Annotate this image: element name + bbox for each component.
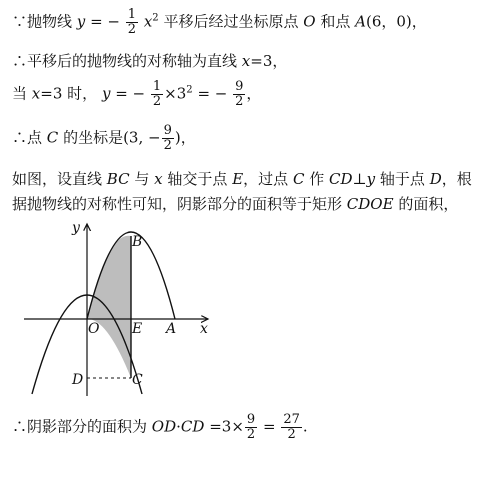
text: 轴交于点	[167, 170, 228, 188]
numerator: 27	[283, 412, 300, 427]
text: ×3	[164, 84, 187, 103]
segment-cd: CD	[180, 417, 205, 436]
text: =	[262, 417, 276, 436]
label-x: x	[200, 321, 208, 337]
var-y: y	[76, 12, 86, 31]
label-b: B	[132, 234, 143, 250]
point-c: C	[46, 128, 59, 147]
numerator: 9	[163, 123, 172, 138]
fraction	[126, 8, 138, 37]
var-y: y	[366, 170, 376, 188]
fraction	[151, 80, 163, 109]
shaded-region	[87, 236, 131, 378]
text: 和点	[320, 12, 351, 31]
fraction	[281, 413, 302, 442]
text: ∵抛物线	[12, 12, 73, 31]
var-y: y	[101, 84, 111, 103]
text: = −	[197, 84, 228, 103]
numerator: 9	[235, 79, 244, 94]
coord: (3, −	[123, 128, 161, 147]
segment-od: OD	[151, 417, 177, 436]
point-e: E	[232, 170, 244, 188]
text: =3，	[250, 52, 288, 70]
fraction	[233, 80, 245, 109]
rect-cdoe: CDOE	[346, 195, 394, 213]
line-3	[12, 80, 261, 109]
denominator: 2	[163, 138, 172, 153]
perp-symbol: ⊥	[352, 170, 367, 188]
fraction	[162, 124, 174, 153]
line-1	[12, 8, 427, 37]
exponent: 2	[152, 12, 159, 24]
denominator: 2	[127, 22, 137, 37]
line-6	[12, 193, 458, 214]
text: ，过点	[243, 170, 289, 188]
segment-cd: CD	[329, 170, 353, 188]
text: ，	[411, 12, 427, 31]
numerator: 1	[127, 7, 137, 22]
text: 的面积，	[398, 195, 459, 213]
text: =3 时，	[40, 84, 98, 103]
var-x: x	[31, 84, 41, 103]
label-e: E	[132, 321, 143, 337]
point-a: A	[355, 12, 366, 31]
point-c: C	[292, 170, 305, 188]
text: 当	[12, 84, 28, 103]
point-o: O	[303, 12, 316, 31]
text: 如图，设直线	[12, 170, 103, 188]
coord: (6，0)	[365, 12, 412, 31]
line-5	[12, 168, 472, 189]
text: )，	[174, 128, 196, 147]
label-y: y	[72, 220, 80, 236]
label-c: C	[132, 372, 143, 388]
text: ∴点	[12, 128, 43, 147]
text: 作	[309, 170, 325, 188]
text: 平移后经过坐标原点	[163, 12, 299, 31]
var-x: x	[154, 170, 163, 188]
numerator: 9	[246, 412, 256, 427]
text: 据抛物线的对称性可知，阴影部分的面积等于矩形	[12, 195, 343, 213]
fraction	[245, 413, 257, 442]
text: = −	[90, 12, 120, 31]
text: 与	[134, 170, 150, 188]
denominator: 2	[287, 427, 296, 442]
denominator: 2	[235, 94, 244, 109]
text: ∴阴影部分的面积为	[12, 417, 148, 436]
point-d: D	[429, 170, 442, 188]
var-x: x	[143, 12, 153, 31]
label-d: D	[72, 372, 84, 388]
text: ，根	[441, 170, 472, 188]
dot-symbol: ·	[176, 417, 181, 436]
numerator: 1	[152, 79, 162, 94]
text: = −	[115, 84, 146, 103]
label-a: A	[166, 321, 177, 337]
text: ，	[246, 84, 262, 103]
label-o: O	[88, 321, 100, 337]
line-bc: BC	[106, 170, 130, 188]
denominator: 2	[246, 427, 256, 442]
text: 的坐标是	[63, 128, 124, 147]
text: .	[302, 417, 308, 436]
text: 轴于点	[379, 170, 425, 188]
line-7	[12, 413, 308, 442]
text: =3×	[209, 417, 244, 436]
line-4	[12, 124, 196, 153]
denominator: 2	[152, 94, 162, 109]
text: ∴平移后的抛物线的对称轴为直线	[12, 52, 238, 70]
line-2	[12, 50, 287, 71]
parabola-figure	[20, 216, 220, 401]
exponent: 2	[186, 84, 193, 96]
var-x: x	[241, 52, 251, 70]
